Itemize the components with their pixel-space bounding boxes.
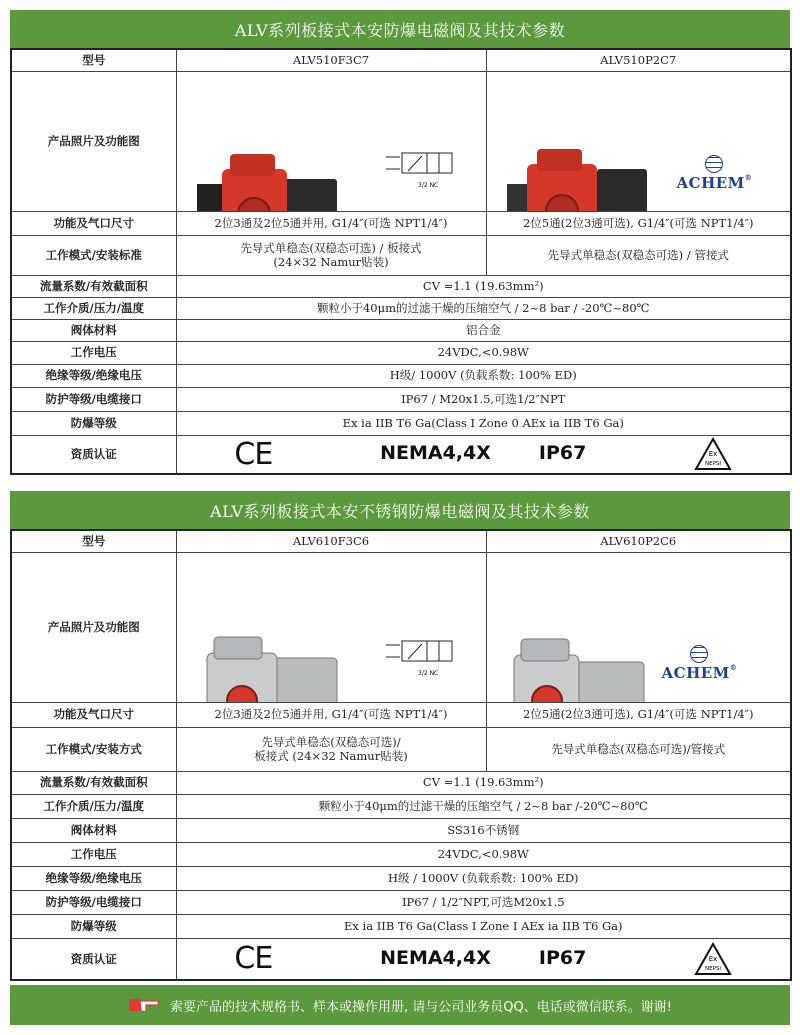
mode-b: 先导式单稳态(双稳态可选) / 管接式 — [486, 235, 791, 275]
port-a: 2位3通及2位5通并用, G1/4″(可选 NPT1/4″) — [176, 211, 486, 235]
globe-icon — [705, 155, 723, 173]
row-mode — [11, 727, 791, 771]
row-flow — [11, 771, 791, 794]
nema-mark: NEMA4,4X — [380, 946, 491, 969]
svg-text:NEPSI: NEPSI — [705, 965, 722, 972]
label-body: 阀体材料 — [11, 818, 176, 842]
label-model: 型号 — [11, 49, 176, 71]
label-cert: 资质认证 — [11, 938, 176, 980]
function-diagram-3-2-icon — [382, 635, 482, 677]
ce-mark: CE — [234, 436, 273, 472]
model-a: ALV610F3C6 — [176, 530, 486, 552]
row-protection — [11, 890, 791, 914]
section-title: ALV系列板接式本安防爆电磁阀及其技术参数 — [10, 10, 790, 48]
section-stainless — [10, 491, 790, 981]
row-photo — [11, 71, 791, 211]
explosion-value: Ex ia IIB T6 Ga(Class I Zone 0 AEx ia IIB T6 Ga) — [176, 411, 791, 435]
port-b: 2位5通(2位3通可选), G1/4″(可选 NPT1/4″) — [486, 702, 791, 727]
model-b: ALV610P2C6 — [486, 530, 791, 552]
label-voltage: 工作电压 — [11, 842, 176, 866]
row-port — [11, 211, 791, 235]
label-flow: 流量系数/有效截面积 — [11, 275, 176, 297]
row-insulation — [11, 866, 791, 890]
contact-footer — [10, 985, 790, 1025]
function-diagram-3-2-icon — [382, 147, 482, 189]
row-protection — [11, 387, 791, 411]
label-mode: 工作模式/安装标准 — [11, 235, 176, 275]
nepsi-ex-icon — [694, 942, 732, 976]
spec-table — [10, 48, 792, 475]
valve-photo-steel-plate — [192, 633, 342, 702]
spec-table — [10, 529, 792, 981]
voltage-value: 24VDC,<0.98W — [176, 842, 791, 866]
nema-mark: NEMA4,4X — [380, 442, 491, 465]
row-cert — [11, 435, 791, 474]
svg-text:Ex: Ex — [708, 954, 718, 963]
label-cert: 资质认证 — [11, 435, 176, 474]
svg-text:3/2 NC: 3/2 NC — [417, 182, 438, 189]
globe-icon — [690, 645, 708, 663]
label-voltage: 工作电压 — [11, 341, 176, 364]
label-protection: 防护等级/电缆接口 — [11, 387, 176, 411]
label-port: 功能及气口尺寸 — [11, 702, 176, 727]
row-insulation — [11, 364, 791, 387]
row-voltage — [11, 341, 791, 364]
row-voltage — [11, 842, 791, 866]
protection-value: IP67 / 1/2″NPT,可选M20x1.5 — [176, 890, 791, 914]
mode-a: 先导式单稳态(双稳态可选)/ 板接式 (24×32 Namur贴装) — [176, 727, 486, 771]
photo-a: 3/2 NC 5/2 — [176, 552, 486, 702]
row-body — [11, 818, 791, 842]
photo-a: 3/2 NC 5/2 — [176, 71, 486, 211]
flow-value: CV =1.1 (19.63mm²) — [176, 275, 791, 297]
mode-b: 先导式单稳态(双稳态可选)/管接式 — [486, 727, 791, 771]
ce-mark: CE — [234, 941, 273, 976]
cert-logos — [176, 435, 791, 474]
label-medium: 工作介质/压力/温度 — [11, 794, 176, 818]
row-model — [11, 530, 791, 552]
row-port — [11, 702, 791, 727]
row-mode — [11, 235, 791, 275]
medium-value: 颗粒小于40μm的过滤干燥的压缩空气 / 2~8 bar / -20℃~80℃ — [176, 297, 791, 319]
label-protection: 防护等级/电缆接口 — [11, 890, 176, 914]
medium-value: 颗粒小于40μm的过滤干燥的压缩空气 / 2~8 bar /-20℃~80℃ — [176, 794, 791, 818]
label-model: 型号 — [11, 530, 176, 552]
label-port: 功能及气口尺寸 — [11, 211, 176, 235]
svg-text:NEPSI: NEPSI — [705, 461, 722, 468]
insulation-value: H级/ 1000V (负载系数: 100% ED) — [176, 364, 791, 387]
port-a: 2位3通及2位5通并用, G1/4″(可选 NPT1/4″) — [176, 702, 486, 727]
flow-value: CV =1.1 (19.63mm²) — [176, 771, 791, 794]
row-cert — [11, 938, 791, 980]
svg-text:Ex: Ex — [708, 450, 718, 459]
footer-text: 索要产品的技术规格书、样本或操作用册, 请与公司业务员QQ、电话或微信联系。谢谢! — [170, 999, 672, 1015]
label-photo: 产品照片及功能图 — [11, 552, 176, 702]
row-photo — [11, 552, 791, 702]
ip67-mark: IP67 — [538, 946, 587, 969]
achem-logo: ACHEM® — [662, 645, 738, 683]
mode-a: 先导式单稳态(双稳态可选) / 板接式 (24×32 Namur贴装) — [176, 235, 486, 275]
valve-photo-red-plate — [192, 149, 342, 211]
row-model — [11, 49, 791, 71]
row-explosion — [11, 411, 791, 435]
model-b: ALV510P2C7 — [486, 49, 791, 71]
row-medium — [11, 794, 791, 818]
label-explosion: 防爆等级 — [11, 914, 176, 938]
pointing-hand-icon — [128, 995, 160, 1015]
body-value: SS316不锈钢 — [176, 818, 791, 842]
label-insulation: 绝缘等级/绝缘电压 — [11, 866, 176, 890]
label-medium: 工作介质/压力/温度 — [11, 297, 176, 319]
label-mode: 工作模式/安装方式 — [11, 727, 176, 771]
voltage-value: 24VDC,<0.98W — [176, 341, 791, 364]
label-flow: 流量系数/有效截面积 — [11, 771, 176, 794]
svg-text:3/2 NC: 3/2 NC — [417, 670, 438, 677]
row-explosion — [11, 914, 791, 938]
photo-b: ACHEM® 5/2 — [486, 552, 791, 702]
section-title: ALV系列板接式本安不锈钢防爆电磁阀及其技术参数 — [10, 491, 790, 529]
row-flow — [11, 275, 791, 297]
row-medium — [11, 297, 791, 319]
label-explosion: 防爆等级 — [11, 411, 176, 435]
insulation-value: H级 / 1000V (负载系数: 100% ED) — [176, 866, 791, 890]
valve-photo-red-pipe — [502, 149, 652, 211]
explosion-value: Ex ia IIB T6 Ga(Class I Zone I AEx ia IIB T6 Ga) — [176, 914, 791, 938]
section-aluminum — [10, 10, 790, 475]
port-b: 2位5通(2位3通可选), G1/4″(可选 NPT1/4″) — [486, 211, 791, 235]
model-a: ALV510F3C7 — [176, 49, 486, 71]
achem-logo: ACHEM® — [677, 155, 753, 193]
cert-logos — [176, 938, 791, 980]
label-photo: 产品照片及功能图 — [11, 71, 176, 211]
photo-b: ACHEM® 5/2 — [486, 71, 791, 211]
protection-value: IP67 / M20x1.5,可选1/2″NPT — [176, 387, 791, 411]
ip67-mark: IP67 — [538, 442, 587, 465]
body-value: 铝合金 — [176, 319, 791, 341]
valve-photo-steel-pipe — [499, 637, 649, 702]
row-body — [11, 319, 791, 341]
label-insulation: 绝缘等级/绝缘电压 — [11, 364, 176, 387]
label-body: 阀体材料 — [11, 319, 176, 341]
nepsi-ex-icon — [694, 437, 732, 471]
